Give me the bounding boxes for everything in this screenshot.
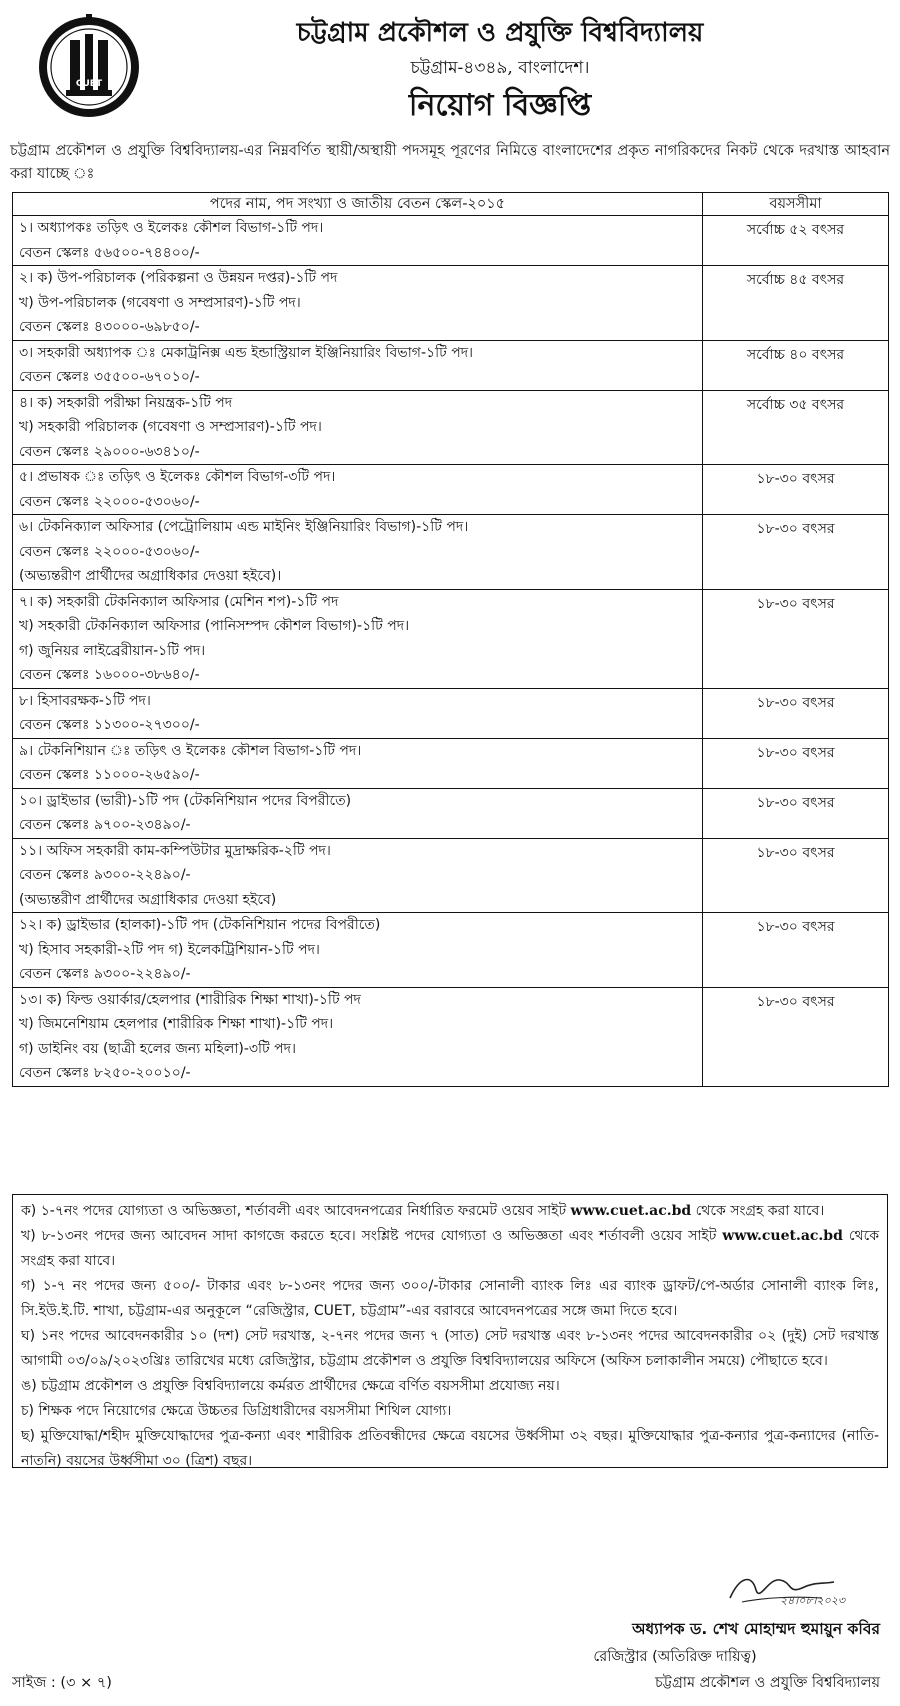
table-row (13, 987, 889, 1086)
intro-paragraph: চট্টগ্রাম প্রকৌশল ও প্রযুক্তি বিশ্ববিদ্যালয়-এর নিম্নবর্ণিত স্থায়ী/অস্থায়ী পদসমূহ পূরণের নিমিত্তে বাংলাদেশের প্রকৃত নাগরিকদের নিকট থেকে দরখাস্ত আহবান করা যাচ্ছে ঃ (10, 143, 890, 182)
age-limit-cell: ১৮-৩০ বৎসর (703, 838, 889, 913)
terms-box (12, 1194, 888, 1468)
table-row (13, 688, 889, 738)
table-row (13, 266, 889, 341)
university-address: চট্টগ্রাম-৪৩৪৯, বাংলাদেশ। (410, 58, 590, 78)
table-row (13, 589, 889, 688)
ad-size-label: সাইজ : (৩ × ৭) (12, 1675, 112, 1691)
position-line: ৫। প্রভাষক ঃ তড়িৎ ও ইলেকঃ কৌশল বিভাগ-৩টি পদ। (19, 469, 336, 485)
table-row (13, 788, 889, 838)
age-limit-cell: ১৮-৩০ বৎসর (703, 465, 889, 515)
position-line: ১২। ক) ড্রাইভার (হালকা)-১টি পদ (টেকনিশিয়ান পদের বিপরীতে) (19, 917, 381, 933)
position-cell (13, 515, 703, 590)
position-line: বেতন স্কেলঃ ১১০০০-২৬৫৯০/- (19, 767, 200, 783)
position-line: ৮। হিসাবরক্ষক-১টি পদ। (19, 692, 151, 709)
notice-title: নিয়োগ বিজ্ঞপ্তি (408, 88, 592, 123)
position-line: বেতন স্কেলঃ ৯৩০০-২২৪৯০/- (19, 966, 191, 982)
table-row (13, 913, 889, 988)
position-line: বেতন স্কেলঃ ৫৬৫০০-৭৪৪০০/- (19, 244, 200, 261)
positions-table (12, 192, 889, 1087)
table-row (13, 340, 889, 390)
position-line: খ) সহকারী পরিচালক (গবেষণা ও সম্প্রসারণ)-১টি পদ। (19, 419, 322, 435)
position-cell (13, 340, 703, 390)
position-cell (13, 838, 703, 913)
age-limit-cell: ১৮-৩০ বৎসর (703, 987, 889, 1086)
position-cell (13, 465, 703, 515)
signer-title: রেজিস্ট্রার (অতিরিক্ত দায়িত্ব) (593, 1649, 757, 1665)
position-line: বেতন স্কেলঃ ৪৩০০০-৬৯৮৫০/- (19, 319, 200, 335)
position-cell (13, 688, 703, 738)
position-line: বেতন স্কেলঃ ৩৫৫০০-৬৭০১০/- (19, 369, 200, 385)
position-line: বেতন স্কেলঃ ২৯০০০-৬৩৪১০/- (19, 443, 200, 460)
position-line: বেতন স্কেলঃ ২২০০০-৫৩০৬০/- (19, 493, 200, 510)
position-line: বেতন স্কেলঃ ২২০০০-৫৩০৬০/- (19, 543, 200, 560)
position-line: ১। অধ্যাপকঃ তড়িৎ ও ইলেকঃ কৌশল বিভাগ-১টি পদ। (19, 220, 324, 236)
position-cell (13, 987, 703, 1086)
age-limit-cell: সর্বোচ্চ ৫২ বৎসর (703, 216, 889, 266)
term-uma: ঙ) চট্টগ্রাম প্রকৌশল ও প্রযুক্তি বিশ্ববিদ্যালয়ে কর্মরত প্রার্থীদের ক্ষেত্রে বর্ণিত বয়সসীমা প্রযোজ্য নয়। (21, 1378, 560, 1394)
age-limit-cell: ১৮-৩০ বৎসর (703, 589, 889, 688)
signature-date: ২৪।০৮।২০২৩ (780, 1594, 846, 1607)
position-line: ২। ক) উপ-পরিচালক (পরিকল্পনা ও উন্নয়ন দপ্তর)-১টি পদ (19, 270, 338, 286)
position-cell (13, 266, 703, 341)
position-line: ১১। অফিস সহকারী কাম-কম্পিউটার মুদ্রাক্ষরিক-২টি পদ। (19, 842, 331, 859)
term-ka: ক) ১-৭নং পদের যোগ্যতা ও অভিজ্ঞতা, শর্তাবলী এবং আবেদনপত্রের নির্ধারিত ফরমেট ওয়েব সাইট www.cuet.ac.bd থেকে সংগ্রহ করা যাবে। (21, 1203, 825, 1219)
age-limit-cell: সর্বোচ্চ ৪০ বৎসর (703, 340, 889, 390)
position-line: খ) উপ-পরিচালক (গবেষণা ও সম্প্রসারণ)-১টি পদ। (19, 294, 301, 311)
position-line: ১৩। ক) ফিল্ড ওয়ার্কার/হেলপার (শারীরিক শিক্ষা শাখা)-১টি পদ (19, 991, 361, 1008)
position-line: (অভ্যন্তরীণ প্রার্থীদের অগ্রাধিকার দেওয়া হইবে)। (19, 568, 282, 584)
age-limit-cell: ১৮-৩০ বৎসর (703, 788, 889, 838)
header-position: পদের নাম, পদ সংখ্যা ও জাতীয় বেতন স্কেল-২০১৫ (13, 193, 703, 216)
age-limit-cell: ১৮-৩০ বৎসর (703, 515, 889, 590)
website-link: www.cuet.ac.bd (722, 1228, 843, 1244)
position-line: ৪। ক) সহকারী পরীক্ষা নিয়ন্ত্রক-১টি পদ (19, 394, 233, 411)
university-logo (36, 14, 142, 120)
position-line: ৯। টেকনিশিয়ান ঃ তড়িৎ ও ইলেকঃ কৌশল বিভাগ-১টি পদ। (19, 742, 362, 759)
term-kha: খ) ৮-১৩নং পদের জন্য আবেদন সাদা কাগজে করতে হবে। সংশ্লিষ্ট পদের যোগ্যতা ও অভিজ্ঞতা এবং শর্তাবলী ওয়েব সাইট www.cuet.ac.bd থেকে সংগ্রহ করা যাবে। (21, 1228, 879, 1269)
term-gha: ঘ) ১নং পদের আবেদনকারীর ১০ (দশ) সেট দরখাস্ত, ২-৭নং পদের জন্য ৭ (সাত) সেট দরখাস্ত এবং ৮-১৩নং পদের আবেদনকারীর ০২ (দুই) সেট দরখাস্ত আগামী ০৩/০৯/২০২৩খ্রিঃ তারিখের মধ্যে রেজিস্ট্রার, চট্টগ্রাম প্রকৌশল ও প্রযুক্তি বিশ্ববিদ্যালয়ের অফিসে (অফিস চলাকালীন সময়ে) পৌছাতে হবে। (21, 1328, 879, 1369)
position-line: খ) হিসাব সহকারী-২টি পদ গ) ইলেকট্রিশিয়ান-১টি পদ। (19, 941, 320, 958)
university-name: চট্টগ্রাম প্রকৌশল ও প্রযুক্তি বিশ্ববিদ্যালয় (296, 18, 704, 48)
position-line: ৭। ক) সহকারী টেকনিক্যাল অফিসার (মেশিন শপ)-১টি পদ (19, 593, 339, 610)
position-line: ৬। টেকনিক্যাল অফিসার (পেট্রোলিয়াম এন্ড মাইনিং ইঞ্জিনিয়ারিং বিভাগ)-১টি পদ। (19, 519, 469, 535)
position-cell (13, 589, 703, 688)
age-limit-cell: ১৮-৩০ বৎসর (703, 913, 889, 988)
position-line: গ) ডাইনিং বয় (ছাত্রী হলের জন্য মহিলা)-৩টি পদ। (19, 1040, 296, 1057)
position-line: (অভ্যন্তরীণ প্রার্থীদের অগ্রাধিকার দেওয়া হইবে) (19, 891, 277, 908)
position-line: ১০। ড্রাইভার (ভারী)-১টি পদ (টেকনিশিয়ান পদের বিপরীতে) (19, 792, 352, 809)
position-cell (13, 738, 703, 788)
position-line: বেতন স্কেলঃ ৮২৫০-২০০১০/- (19, 1065, 191, 1081)
position-cell (13, 390, 703, 465)
position-cell (13, 788, 703, 838)
logo-text: CUET (75, 79, 103, 89)
header-age-limit: বয়সসীমা (703, 193, 889, 216)
age-limit-cell: ১৮-৩০ বৎসর (703, 738, 889, 788)
age-limit-cell: ১৮-৩০ বৎসর (703, 688, 889, 738)
website-link: www.cuet.ac.bd (570, 1203, 692, 1219)
position-line: খ) সহকারী টেকনিক্যাল অফিসার (পানিসম্পদ কৌশল বিভাগ)-১টি পদ। (19, 618, 410, 634)
positions-table-body (13, 216, 889, 1087)
position-line: বেতন স্কেলঃ ১১৩০০-২৭৩০০/- (19, 717, 200, 733)
position-line: বেতন স্কেলঃ ১৬০০০-৩৮৬৪০/- (19, 667, 200, 683)
term-ga: গ) ১-৭ নং পদের জন্য ৫০০/- টাকার এবং ৮-১৩নং পদের জন্য ৩০০/-টাকার সোনালী ব্যাংক লিঃ এর ব্যাংক ড্রাফট/পে-অর্ডার সোনালী ব্যাংক লিঃ, সি.ইউ.ই.টি. শাখা, চট্টগ্রাম-এর অনুকূলে “রেজিস্ট্রার, CUET, চট্টগ্রাম”-এর বরাবরে আবেদনপত্রের সঙ্গে জমা দিতে হবে। (21, 1278, 879, 1319)
table-row (13, 515, 889, 590)
position-line: খ) জিমনেশিয়াম হেলপার (শারীরিক শিক্ষা শাখা)-১টি পদ। (19, 1016, 334, 1032)
signer-name: অধ্যাপক ড. শেখ মোহাম্মদ হুমায়ুন কবির (632, 1620, 880, 1638)
position-line: ৩। সহকারী অধ্যাপক ঃ মেকাট্রনিক্স এন্ড ইন্ডাস্ট্রিয়াল ইঞ্জিনিয়ারিং বিভাগ-১টি পদ। (19, 344, 474, 361)
age-limit-cell: সর্বোচ্চ ৩৫ বৎসর (703, 390, 889, 465)
position-line: বেতন স্কেলঃ ৯৩০০-২২৪৯০/- (19, 867, 191, 883)
table-row (13, 390, 889, 465)
age-limit-cell: সর্বোচ্চ ৪৫ বৎসর (703, 266, 889, 341)
table-row (13, 465, 889, 515)
table-header-row (13, 193, 889, 216)
position-cell (13, 216, 703, 266)
table-row (13, 838, 889, 913)
position-cell (13, 913, 703, 988)
position-line: বেতন স্কেলঃ ৯৭০০-২৩৪৯০/- (19, 817, 191, 833)
term-cha: চ) শিক্ষক পদে নিয়োগের ক্ষেত্রে উচ্চতর ডিগ্রিধারীদের বয়সসীমা শিথিল যোগ্য। (21, 1403, 452, 1419)
term-chha: ছ) মুক্তিযোদ্ধা/শহীদ মুক্তিযোদ্ধাদের পুত্র-কন্যা এবং শারীরিক প্রতিবন্ধীদের ক্ষেত্রে বয়সের উর্ধ্বসীমা ৩২ বছর। মুক্তিযোদ্ধার পুত্র-কন্যার পুত্র-কন্যাদের (নাতি-নাতনি) বয়সের উর্ধ্বসীমা ৩০ (ত্রিশ) বছর। (21, 1428, 879, 1469)
position-line: গ) জুনিয়র লাইব্রেরীয়ান-১টি পদ। (19, 642, 206, 659)
table-row (13, 216, 889, 266)
table-row (13, 738, 889, 788)
signer-organization: চট্টগ্রাম প্রকৌশল ও প্রযুক্তি বিশ্ববিদ্যালয় (654, 1675, 880, 1691)
